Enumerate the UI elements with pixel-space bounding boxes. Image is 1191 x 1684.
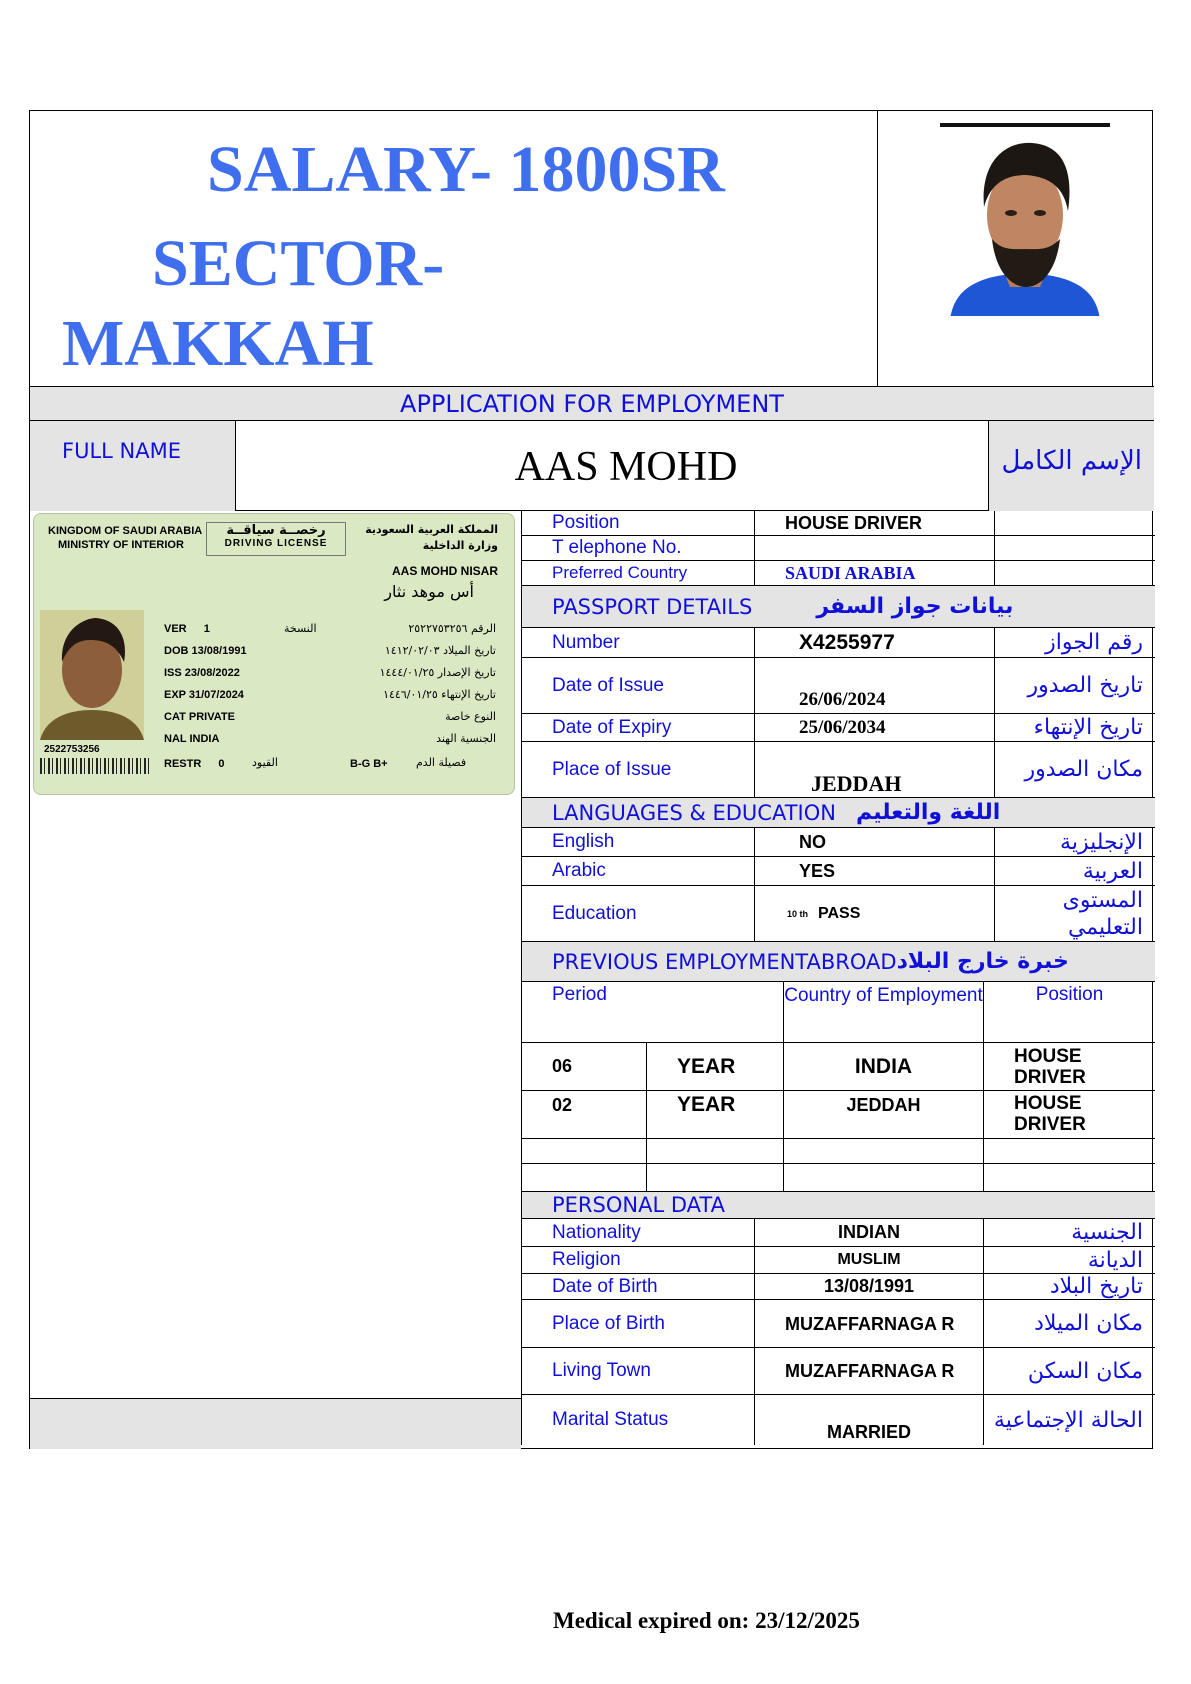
languages-heading-ar: اللغة والتعليم (855, 800, 1001, 825)
table-row (522, 828, 1155, 857)
table-row (522, 628, 1155, 658)
period-header: Period (552, 984, 607, 1005)
passport-number-label-ar: رقم الجواز (994, 628, 1155, 657)
table-row (522, 1300, 1155, 1348)
sector-city-text: MAKKAH (62, 307, 374, 380)
employment-country: INDIA (783, 1043, 983, 1090)
living-town-label-ar: مكان السكن (983, 1348, 1155, 1394)
full-name-row (30, 421, 1154, 511)
license-photo (40, 610, 144, 740)
position-label: Position (552, 512, 620, 533)
preferred-country-value: SAUDI ARABIA (754, 561, 994, 585)
table-row (522, 511, 1155, 536)
passport-number-value: X4255977 (754, 628, 994, 657)
application-title: APPLICATION FOR EMPLOYMENT (30, 387, 1154, 421)
employment-heading-ar: خبرة خارج البلاد (896, 949, 1069, 974)
expiry-date-label-ar: تاريخ الإنتهاء (994, 714, 1155, 741)
employment-column-headers (522, 982, 1155, 1043)
table-row (522, 1274, 1155, 1300)
arabic-value: YES (754, 857, 994, 885)
table-row (522, 1164, 1155, 1192)
employment-period-unit: YEAR (646, 1091, 783, 1138)
passport-number-label: Number (552, 631, 620, 653)
passport-heading: PASSPORT DETAILS (552, 594, 753, 619)
employment-period-number: 02 (552, 1095, 573, 1115)
issue-date-value: 26/06/2024 (754, 658, 994, 713)
table-row (522, 1091, 1155, 1139)
place-of-issue-label-ar: مكان الصدور (994, 742, 1155, 797)
languages-section-heading (522, 798, 1155, 828)
full-name-label: FULL NAME (30, 421, 236, 511)
table-row (522, 1219, 1155, 1247)
license-blood-ar: فصيلة الدم (416, 756, 467, 769)
salary-sector-block (30, 111, 878, 387)
education-label-ar: المستوى التعليمي (994, 886, 1155, 941)
employment-heading: PREVIOUS EMPLOYMENTABROAD (552, 949, 897, 974)
passport-section-heading (522, 586, 1155, 628)
english-label-ar: الإنجليزية (994, 828, 1155, 856)
table-row (522, 1348, 1155, 1395)
blank-cell (994, 511, 1155, 535)
applicant-photo (940, 123, 1110, 316)
license-restr-ar: القيود (252, 756, 278, 769)
place-of-birth-label-ar: مكان الميلاد (983, 1300, 1155, 1347)
details-table (521, 511, 1154, 1445)
arabic-label-ar: العربية (994, 857, 1155, 885)
table-row (522, 857, 1155, 886)
medical-expiry-note: Medical expired on: 23/12/2025 (553, 1608, 860, 1633)
marital-status-value: MARRIED (754, 1395, 983, 1445)
nationality-value: INDIAN (754, 1219, 983, 1246)
religion-label: Religion (552, 1249, 621, 1270)
nationality-label-ar: الجنسية (983, 1219, 1155, 1246)
salary-text: SALARY- 1800SR (207, 133, 725, 206)
employment-section-heading (522, 942, 1155, 982)
issue-date-label-ar: تاريخ الصدور (994, 658, 1155, 713)
license-restr: RESTR 0 (164, 758, 225, 770)
english-label: English (552, 831, 615, 852)
employment-position: HOUSE DRIVER (983, 1091, 1155, 1138)
employment-position: HOUSE DRIVER (983, 1043, 1155, 1090)
license-title-box: رخصــة سياقــة DRIVING LICENSE (206, 522, 346, 556)
license-country-en: KINGDOM OF SAUDI ARABIA MINISTRY OF INTERIOR (48, 525, 203, 551)
table-row (522, 886, 1155, 942)
table-row (522, 658, 1155, 714)
employment-period-number: 06 (552, 1056, 573, 1076)
position-value: HOUSE DRIVER (754, 511, 994, 535)
license-blood: B-G B+ (350, 758, 388, 770)
country-header: Country of Employment (783, 982, 983, 1042)
arabic-label: Arabic (552, 860, 606, 881)
expiry-date-label: Date of Expiry (552, 716, 672, 738)
marital-status-label-ar: الحالة الإجتماعية (983, 1395, 1155, 1445)
english-value: NO (754, 828, 994, 856)
passport-heading-ar: بيانات جواز السفر (816, 594, 1014, 619)
employment-country: JEDDAH (783, 1091, 983, 1138)
nationality-label: Nationality (552, 1221, 641, 1243)
table-row (522, 1043, 1155, 1091)
living-town-value: MUZAFFARNAGA R (754, 1348, 983, 1394)
place-of-issue-value: JEDDAH (754, 742, 994, 797)
form-header (30, 111, 1154, 387)
expiry-date-value: 25/06/2034 (754, 714, 994, 741)
table-row (522, 536, 1155, 561)
issue-date-label: Date of Issue (552, 674, 664, 696)
license-barcode (40, 758, 152, 774)
blank-cell (994, 536, 1155, 560)
telephone-value (754, 536, 994, 560)
license-fields-en: VER 1 DOB 13/08/1991 ISS 23/08/2022 EXP 31/07/2024 CAT PRIVATE NAL INDIA (164, 623, 247, 745)
languages-heading: LANGUAGES & EDUCATION (552, 800, 836, 825)
religion-value: MUSLIM (754, 1247, 983, 1273)
religion-label-ar: الديانة (983, 1247, 1155, 1273)
table-row (522, 561, 1155, 586)
driving-license-card (33, 513, 515, 795)
sector-text: SECTOR- (152, 227, 445, 300)
birth-date-value: 13/08/1991 (754, 1274, 983, 1299)
place-of-issue-label: Place of Issue (552, 758, 672, 780)
living-town-label: Living Town (552, 1360, 651, 1381)
preferred-country-label: Preferred Country (552, 563, 688, 582)
position-header: Position (983, 982, 1155, 1042)
license-holder-name-en: AAS MOHD NISAR (391, 564, 498, 578)
personal-heading: PERSONAL DATA (552, 1193, 725, 1217)
blank-cell (994, 561, 1155, 585)
license-number: 2522753256 (44, 744, 100, 755)
license-fields-ar: الرقم ٢٥٢٢٧٥٣٢٥٦ النسخة تاريخ الميلاد ١٤١٢/٠٢/٠٣ تاريخ الإصدار ١٤٤٤/٠١/٢٥ تاريخ الإنتهاء ١٤٤٦/٠١/٢٥ النوع خاصة الجنسية الهند (284, 622, 496, 745)
birth-date-label: Date of Birth (552, 1275, 658, 1297)
table-row (522, 742, 1155, 798)
education-label: Education (552, 902, 637, 924)
table-row (522, 1139, 1155, 1164)
table-row (522, 1247, 1155, 1274)
employment-period-unit: YEAR (646, 1043, 783, 1090)
license-country-ar: المملكة العربية السعودية وزارة الداخلية (365, 523, 498, 552)
education-value: 10 th PASS (754, 886, 994, 941)
telephone-label: T elephone No. (552, 537, 682, 558)
personal-section-heading (522, 1192, 1155, 1219)
birth-date-label-ar: تاريخ البلاد (983, 1274, 1155, 1299)
license-holder-name-ar: أس موهد نثار (384, 582, 474, 601)
blank-shaded-cell (30, 1398, 521, 1449)
place-of-birth-value: MUZAFFARNAGA R (754, 1300, 983, 1347)
marital-status-label: Marital Status (552, 1409, 669, 1430)
application-form (29, 110, 1153, 1449)
table-row (522, 1395, 1155, 1445)
place-of-birth-label: Place of Birth (552, 1312, 665, 1334)
full-name-label-arabic: الإسم الكامل (988, 421, 1154, 511)
full-name-value: AAS MOHD (514, 444, 738, 490)
table-row (522, 714, 1155, 742)
